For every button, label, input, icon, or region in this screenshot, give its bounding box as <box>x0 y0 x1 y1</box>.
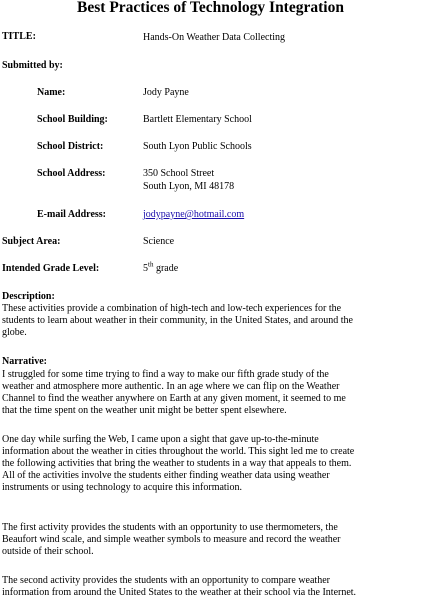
title-value: Hands-On Weather Data Collecting <box>143 32 286 43</box>
description-heading: Description: <box>2 291 55 302</box>
description-paragraph <box>2 303 418 339</box>
narrative-line: The second activity provides the students with an opportunity to compare weather <box>2 575 330 586</box>
narrative-line: information about the weather in cities throughout the world. This sight led me to create <box>2 446 355 457</box>
grade-suffix: th <box>148 260 154 269</box>
email-label: E-mail Address: <box>37 209 106 220</box>
subject-area-value: Science <box>143 236 175 247</box>
narrative-line: weather and atmosphere more authentic. In an age where we can flip on the Weather <box>2 381 340 392</box>
narrative-line: that the time spent on the weather unit might be better spent elsewhere. <box>2 405 287 416</box>
page-heading: Best Practices of Technology Integration <box>77 0 344 16</box>
school-address-line1: 350 School Street <box>143 168 215 179</box>
grade-level-label: Intended Grade Level: <box>2 263 100 274</box>
narrative-paragraph-1 <box>2 369 418 417</box>
narrative-line: The first activity provides the students with an opportunity to use thermometers, the <box>2 522 338 533</box>
grade-number: 5 <box>143 263 148 274</box>
description-line: globe. <box>2 327 27 338</box>
submitted-by-label: Submitted by: <box>2 60 63 71</box>
narrative-paragraph-4 <box>2 575 418 599</box>
narrative-line: information from around the United States to the weather at their school via the Internet. <box>2 587 357 598</box>
narrative-line: One day while surfing the Web, I came upon a sight that gave up-to-the-minute <box>2 434 319 445</box>
grade-word: grade <box>153 263 179 274</box>
school-district-label: School District: <box>37 141 104 152</box>
school-building-label: School Building: <box>37 114 108 125</box>
narrative-line: outside of their school. <box>2 546 94 557</box>
name-value: Jody Payne <box>143 87 189 98</box>
subject-area-label: Subject Area: <box>2 236 61 247</box>
email-link[interactable]: jodypayne@hotmail.com <box>143 209 245 220</box>
name-label: Name: <box>37 87 66 98</box>
description-line: These activities provide a combination of high-tech and low-tech experiences for the <box>2 303 342 314</box>
narrative-paragraph-2 <box>2 434 418 494</box>
description-line: students to learn about weather in their community, in the United States, and around the <box>2 315 353 326</box>
school-address-label: School Address: <box>37 168 106 179</box>
narrative-line: I struggled for some time trying to find a way to make our fifth grade study of the <box>2 369 329 380</box>
narrative-line: the following activities that bring the weather to students in a way that appeals to them. <box>2 458 352 469</box>
narrative-line: All of the activities involve the students either finding weather data using weather <box>2 470 330 481</box>
narrative-line: Channel to find the weather anywhere on Earth at any given moment, it seemed to me <box>2 393 346 404</box>
school-address-line2: South Lyon, MI 48178 <box>143 181 235 192</box>
narrative-paragraph-3 <box>2 522 418 558</box>
school-building-value: Bartlett Elementary School <box>143 114 252 125</box>
school-district-value: South Lyon Public Schools <box>143 141 252 152</box>
narrative-line: Beaufort wind scale, and simple weather symbols to measure and record the weather <box>2 534 341 545</box>
title-label: TITLE: <box>2 31 36 42</box>
narrative-heading: Narrative: <box>2 356 47 367</box>
grade-level-value <box>143 260 179 275</box>
narrative-line: instruments or using technology to acquire this information. <box>2 482 242 493</box>
